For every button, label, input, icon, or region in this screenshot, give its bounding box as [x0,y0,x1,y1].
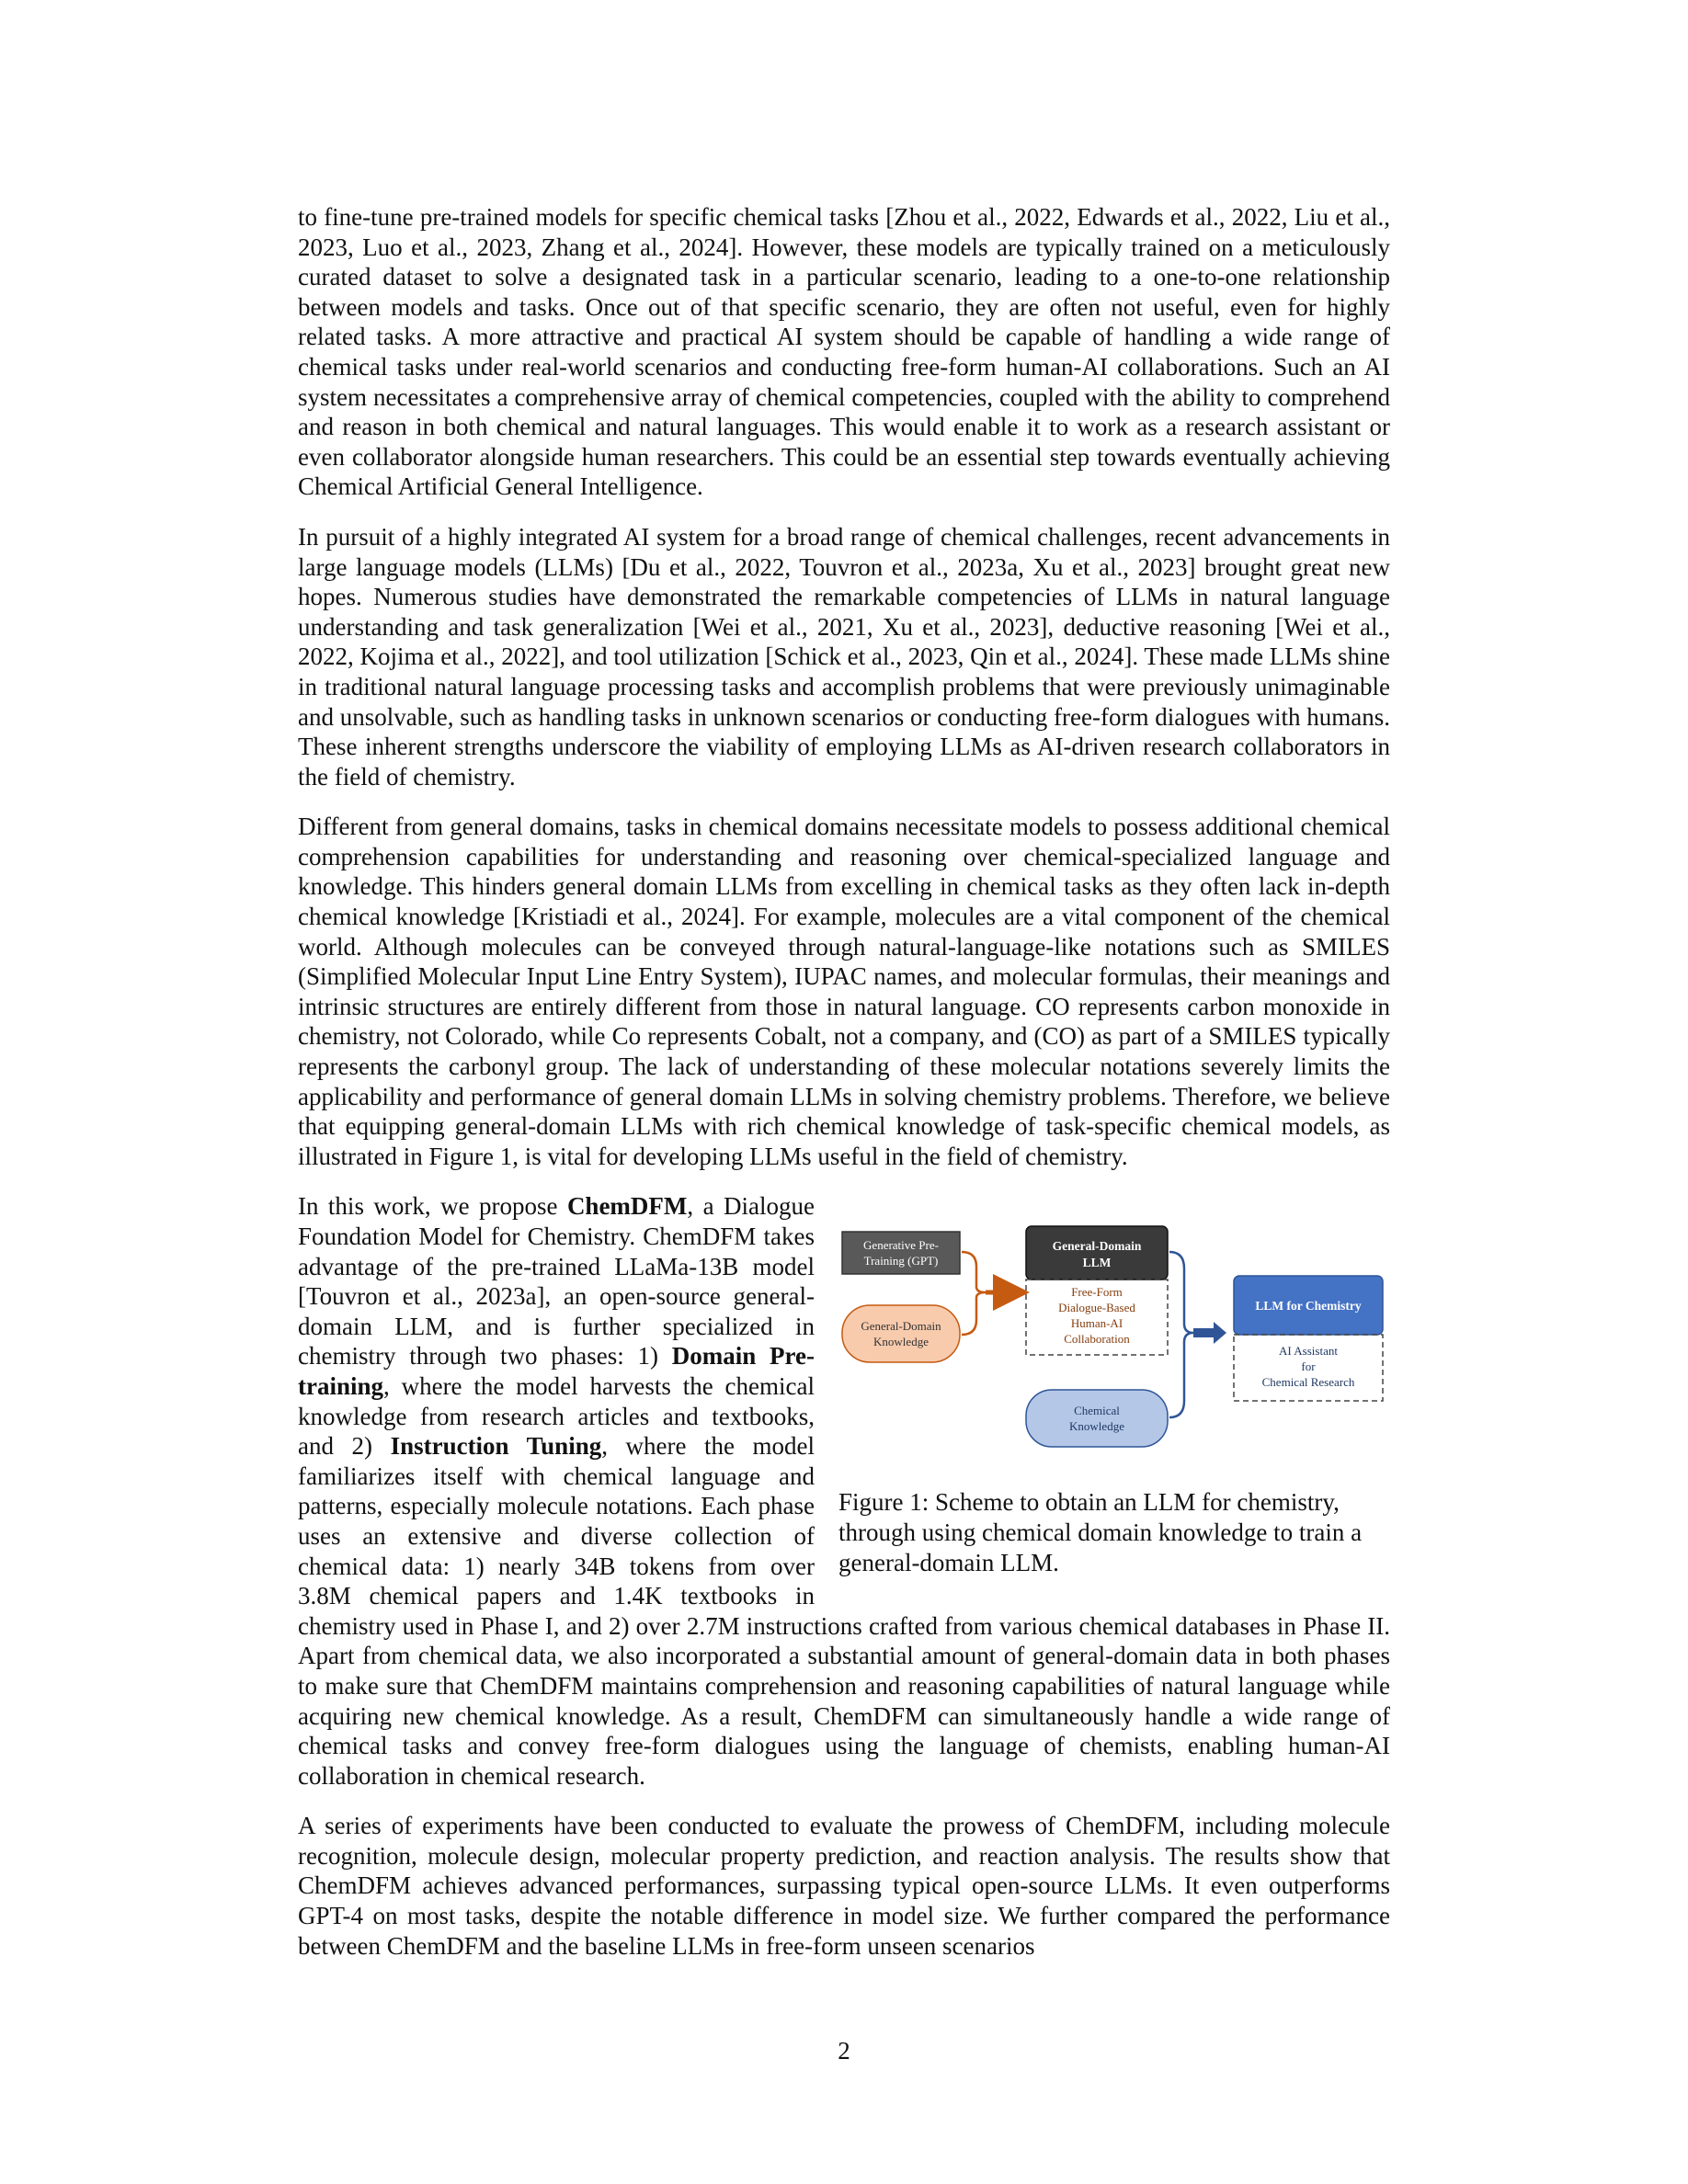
p4-instruction-tuning: Instruction Tuning [390,1432,602,1461]
chemical-knowledge-box [1026,1390,1168,1447]
p4-domain-pretraining: Domain Pre-training [298,1342,815,1400]
p4-text-a: In this work, we propose [298,1192,567,1221]
ai-line3: Chemical Research [1261,1375,1355,1390]
ck-line2: Knowledge [1069,1419,1124,1434]
gpt-label-line2: Training (GPT) [863,1254,939,1268]
llm-label-line2: LLM [1082,1256,1112,1270]
blue-arrow [1193,1322,1226,1344]
ff-line2: Dialogue-Based [1058,1301,1135,1315]
paragraph-2: In pursuit of a highly integrated AI system for a broad range of chemical challenges, recent advancements in large language models (LLMs) [Du et al., 2022, Touvron et al., 2023a, Xu et al., 2023] brought great new hopes. Numerous studies have demonstrated the remarkable competencies of LLMs in natural language understanding and task generalization [Wei et al., 2021, Xu et al., 2023], deductive reasoning [Wei et al., 2022, Kojima et al., 2022], and tool utilization [Schick et al., 2023, Qin et al., 2024]. These made LLMs shine in traditional natural language processing tasks and accomplish problems that were previously unimaginable and unsolvable, such as handling tasks in unknown scenarios or conducting free-form dialogues with humans. These inherent strengths underscore the viability of employing LLMs as AI-driven research collaborators in the field of chemistry. [298,522,1391,791]
p4-chemdfm: ChemDFM [566,1192,688,1221]
page-body [298,202,1390,1981]
ai-line1: AI Assistant [1279,1344,1338,1359]
ff-line1: Free-Form [1071,1285,1123,1300]
gdk-label-line2: Knowledge [873,1335,929,1349]
general-knowledge-box [842,1305,960,1362]
page-number: 2 [838,2037,850,2065]
gpt-label-line1: Generative Pre- [863,1238,939,1253]
p4-text-g: , where the model familiarizes itself with chemical language and patterns, especially molecule notations. Each phase uses an extensive and diverse collection of chemical data: 1) nearly 34B tokens from over 3.8M chemical papers and 1.4K textbooks in chemistry used in Phase I, and 2) over 2.7M instructions crafted from various chemical databases in Phase II. Apart from chemical data, we also incorporated a substantial amount of general-domain data in both phases to make sure that ChemDFM maintains comprehension and reasoning capabilities of natural language while acquiring new chemical knowledge. As a result, ChemDFM can simultaneously handle a wide range of chemical tasks and convey free-form dialogues using the language of chemists, enabling human-AI collaboration in chemical research. [298,1432,1390,1790]
chem-llm-label: LLM for Chemistry [1255,1299,1362,1314]
p4-text-e: , where the model harvests the chemical knowledge from research articles and textbooks, and 2) [298,1371,815,1461]
paragraph-5: A series of experiments have been conducted to evaluate the prowess of ChemDFM, including molecule recognition, molecule design, molecular property prediction, and reaction analysis. The results show that ChemDFM achieves advanced performances, surpassing typical open-source LLMs. It even outperforms GPT-4 on most tasks, despite the notable difference in model size. We further compared the performance between ChemDFM and the baseline LLMs in free-form unseen scenarios [298,1812,1390,1960]
paragraph-3: Different from general domains, tasks in chemical domains necessitate models to possess additional chemical comprehension capabilities for understanding and reasoning over chemical-specialized language and knowledge. This hinders general domain LLMs from excelling in chemical tasks as they often lack in-depth chemical knowledge [Kristiadi et al., 2024]. For example, molecules are a vital component of the chemical world. Although molecules can be conveyed through natural-language-like notations such as SMILES (Simplified Molecular Input Line Entry System), IUPAC names, and molecular formulas, their meanings and intrinsic structures are entirely different from those in natural language. CO represents carbon monoxide in chemistry, not Colorado, while Co represents Cobalt, not a company, and (CO) as part of a SMILES typically represents the carbonyl group. The lack of understanding of these molecular notations severely limits the applicability and performance of general domain LLMs in solving chemistry problems. Therefore, we believe that equipping general-domain LLMs with rich chemical knowledge of task-specific chemical models, as illustrated in Figure 1, is vital for developing LLMs useful in the field of chemistry. [298,813,1390,1170]
blue-brace [1169,1252,1193,1417]
ff-line3: Human-AI [1070,1316,1123,1331]
p4-text-c: , a Dialogue Foundation Model for Chemistry. ChemDFM takes advantage of the pre-trained LLaMa-13B model [Touvron et al., 2023a], an open-source general-domain LLM, and is further specialized in chemistry through two phases: 1) [298,1192,815,1371]
orange-brace [962,1252,986,1335]
ff-line4: Collaboration [1064,1332,1130,1347]
figure-caption: Figure 1: Scheme to obtain an LLM for chemistry, through using chemical domain knowledge to train a general-domain LLM. [838,1488,1363,1576]
ck-line1: Chemical [1074,1404,1120,1418]
figure-1 [838,1197,1390,1577]
ai-line2: for [1301,1359,1316,1374]
paragraph-1: to fine-tune pre-trained models for specific chemical tasks [Zhou et al., 2022, Edwards et al., 2022, Liu et al., 2023, Luo et al., 2023, Zhang et al., 2024]. However, these models are typically trained on a meticulously curated dataset to solve a designated task in a particular scenario, leading to a one-to-one relationship between models and tasks. Once out of that specific scenario, they are often not useful, even for highly related tasks. A more attractive and practical AI system should be capable of handling a wide range of chemical tasks under real-world scenarios and conducting free-form human-AI collaborations. Such an AI system necessitates a comprehensive array of chemical competencies, coupled with the ability to comprehend and reason in both chemical and natural languages. This would enable it to work as a research assistant or even collaborator alongside human researchers. This could be an essential step towards eventually achieving Chemical Artificial General Intelligence. [298,203,1390,501]
scheme-diagram [838,1197,1390,1465]
llm-label-line1: General-Domain [1052,1239,1142,1254]
general-llm-box [1026,1226,1168,1280]
gdk-label-line1: General-Domain [861,1319,941,1334]
